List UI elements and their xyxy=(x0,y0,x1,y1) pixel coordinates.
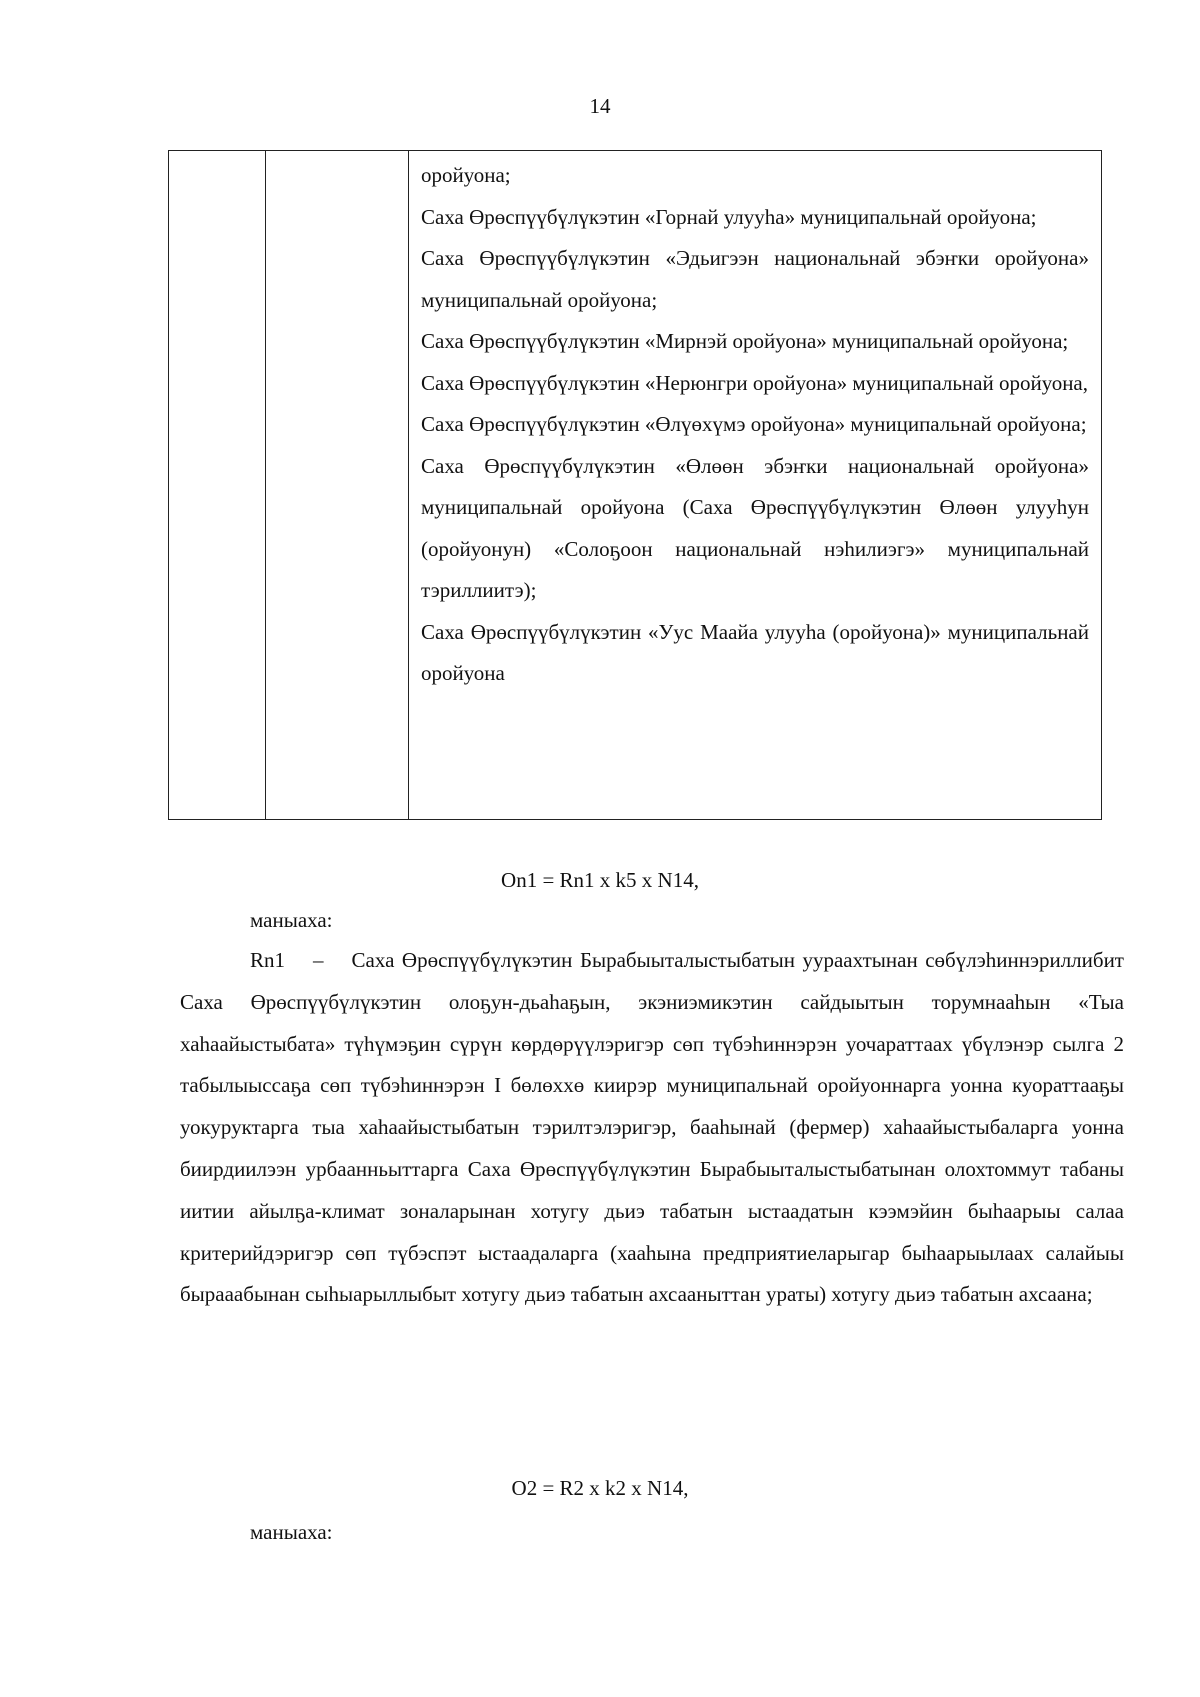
district-entry: Саха Өрөспүүбүлүкэтин «Эдьигээн национальнай эбэҥки оройуона» муниципальнай оройуона; xyxy=(421,246,1089,312)
page-number: 14 xyxy=(589,94,611,118)
definition-term: Rn1 xyxy=(250,948,286,972)
district-entry: Саха Өрөспүүбүлүкэтин «Горнай улууһа» муниципальнай оройуона; xyxy=(421,204,1037,229)
table-cell-districts xyxy=(409,151,1102,820)
definition-paragraph xyxy=(180,940,1124,1316)
district-entry: Саха Өрөспүүбүлүкэтин «Мирнэй оройуона» муниципальнай оройуона; xyxy=(421,329,1069,353)
formula-on1: On1 = Rn1 x k5 x N14, xyxy=(501,868,699,892)
definition-text: Саха Өрөспүүбүлүкэтин Бырабыыталыстыбатын уураахтынан сөбүлэһиннэриллибит Саха Өрөспүүбүлүкэтин олоҕун-дьаһаҕын, экэниэмикэтин сайдыытын торумнааһын «Тыа хаһаайыстыбата» түһүмэҕин сүрүн көрдөрүүлэригэр сөп түбэһиннэрэн уочараттаах үбүлэнэр сылга 2 табылыыссаҕа сөп түбэһиннэрэн I бөлөххө киирэр муниципальнай оройуоннарга уонна куораттааҕы уокуруктарга тыа хаһаайыстыбатын тэрилтэлэригэр, бааһынай (фермер) хаһаайыстыбаларга уонна биирдиилээн урбаанньыттарга Саха Өрөспүүбүлүкэтин Бырабыыталыстыбатынан олохтоммут табаны иитии айылҕа-климат зоналарынан хотугу дьиэ табатын ыстаадатын кээмэйин быһаарыы салаа критерийдэригэр сөп түбэспэт ыстаадаларга (хааһына предприятиеларыгар быһаарыылаах салайыы бырааабынан сыһыарыллыбыт хотугу дьиэ табатын ахсааныттан ураты) хотугу дьиэ табатын ахсаана; xyxy=(180,948,1124,1307)
table-cell-empty-1 xyxy=(169,151,266,820)
district-entry: Саха Өрөспүүбүлүкэтин «Уус Маайа улууһа (оройуона)» муниципальнай оройуона xyxy=(421,619,1089,685)
where-label-2: маныаха: xyxy=(250,1520,333,1544)
definition-dash: – xyxy=(313,948,324,972)
table-cell-empty-2 xyxy=(266,151,409,820)
formula-o2: O2 = R2 x k2 x N14, xyxy=(511,1476,689,1500)
district-entry: Саха Өрөспүүбүлүкэтин «Нерюнгри оройуона» муниципальнай оройуона, xyxy=(421,370,1089,395)
district-entry: Саха Өрөспүүбүлүкэтин «Өлүөхүмэ оройуона» муниципальнай оройуона; xyxy=(421,412,1087,436)
table-row xyxy=(169,151,1102,820)
where-label-1: маныаха: xyxy=(250,908,333,932)
district-entry: оройуона; xyxy=(421,163,511,187)
district-entry: Саха Өрөспүүбүлүкэтин «Өлөөн эбэҥки национальнай оройуона» муниципальнай оройуона (Саха Өрөспүүбүлүкэтин Өлөөн улууһун (оройуонун) «Солоҕоон национальнай нэһилиэгэ» муниципальнай тэриллиитэ); xyxy=(421,453,1089,602)
document-table xyxy=(168,150,1102,820)
